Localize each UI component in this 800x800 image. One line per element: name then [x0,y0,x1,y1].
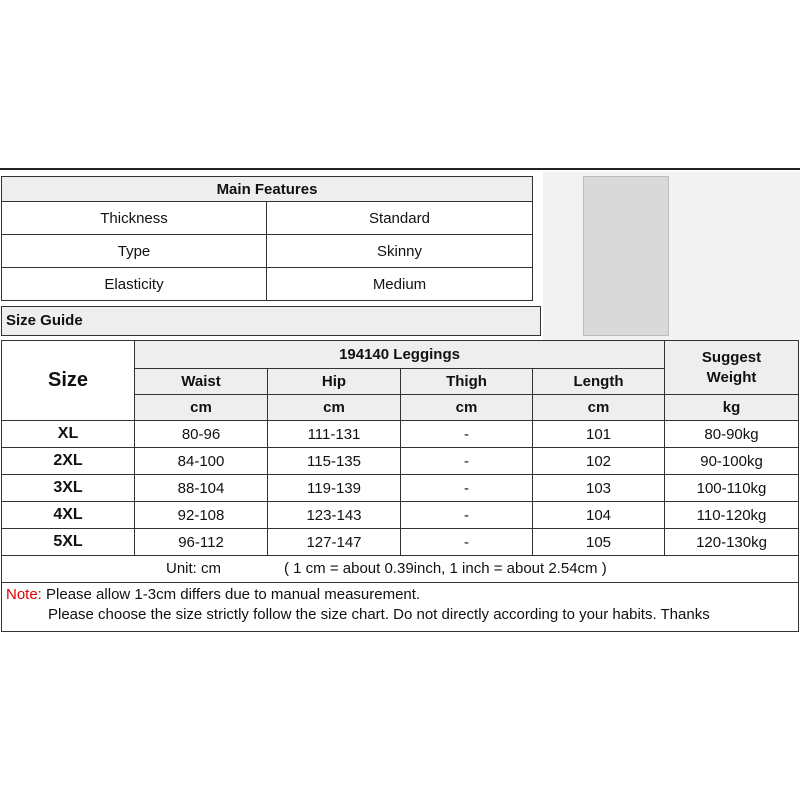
column-header-length: Length [533,369,665,395]
thigh-cell: - [401,475,533,502]
conversion-note: ( 1 cm = about 0.39inch, 1 inch = about 2.54cm ) [284,560,607,577]
weight-cell: 110-120kg [665,502,799,529]
size-cell: 5XL [2,529,135,556]
suggest-weight-header: Suggest Weight [665,341,799,395]
waist-cell: 88-104 [135,475,268,502]
thigh-cell: - [401,421,533,448]
product-header: 194140 Leggings [135,341,665,369]
note-label: Note: [6,586,42,603]
waist-cell: 92-108 [135,502,268,529]
hip-cell: 115-135 [268,448,401,475]
length-cell: 105 [533,529,665,556]
unit-weight: kg [665,395,799,421]
size-cell: 4XL [2,502,135,529]
waist-cell: 84-100 [135,448,268,475]
thigh-cell: - [401,529,533,556]
hip-cell: 111-131 [268,421,401,448]
column-header-thigh: Thigh [401,369,533,395]
length-cell: 102 [533,448,665,475]
feature-row [2,268,533,301]
unit-row [2,556,799,583]
main-features-title: Main Features [2,177,533,202]
feature-value: Medium [267,268,533,301]
length-cell: 103 [533,475,665,502]
feature-label: Type [2,235,267,268]
table-row [2,421,799,448]
product-photo [543,172,800,340]
table-row [2,475,799,502]
feature-value: Skinny [267,235,533,268]
main-features-table [1,176,533,301]
table-row [2,529,799,556]
weight-cell: 120-130kg [665,529,799,556]
hip-cell: 123-143 [268,502,401,529]
hip-cell: 119-139 [268,475,401,502]
weight-cell: 90-100kg [665,448,799,475]
note-line-1: Please allow 1-3cm differs due to manual measurement. [41,586,421,603]
size-cell: 3XL [2,475,135,502]
column-header-hip: Hip [268,369,401,395]
thigh-cell: - [401,502,533,529]
unit-note: Unit: cm [166,560,222,577]
unit-hip: cm [268,395,401,421]
unit-waist: cm [135,395,268,421]
size-header: Size [2,341,135,421]
size-guide-table [1,340,799,632]
length-cell: 101 [533,421,665,448]
feature-value: Standard [267,202,533,235]
unit-thigh: cm [401,395,533,421]
unit-length: cm [533,395,665,421]
hip-cell: 127-147 [268,529,401,556]
column-header-waist: Waist [135,369,268,395]
feature-row [2,235,533,268]
table-row [2,448,799,475]
size-guide-title: Size Guide [1,306,541,336]
length-cell: 104 [533,502,665,529]
weight-cell: 80-90kg [665,421,799,448]
note-row [2,583,799,632]
weight-cell: 100-110kg [665,475,799,502]
top-divider [0,168,800,170]
thigh-cell: - [401,448,533,475]
table-row [2,502,799,529]
note-line-2: Please choose the size strictly follow the size chart. Do not directly according to your habits. Thanks [48,606,710,623]
waist-cell: 96-112 [135,529,268,556]
size-cell: 2XL [2,448,135,475]
product-image-placeholder [583,176,669,336]
waist-cell: 80-96 [135,421,268,448]
feature-label: Thickness [2,202,267,235]
feature-label: Elasticity [2,268,267,301]
feature-row [2,202,533,235]
size-cell: XL [2,421,135,448]
